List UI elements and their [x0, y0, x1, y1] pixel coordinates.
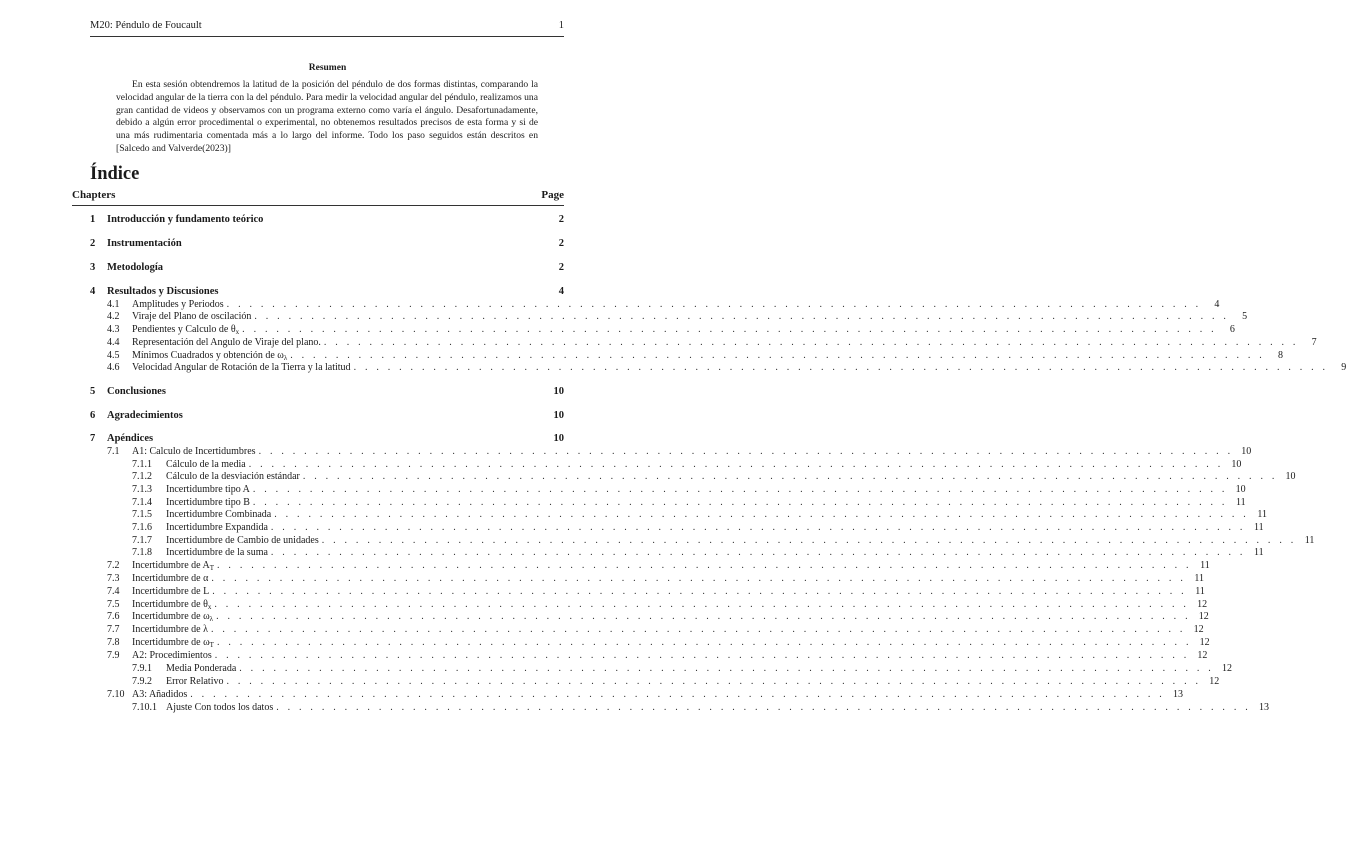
- toc-entry-page: 10: [553, 386, 564, 397]
- toc-entry-page: 12: [1198, 611, 1209, 622]
- toc-entry-page: 12: [1199, 637, 1210, 648]
- toc-entry-title-text: Incertidumbre de Cambio de unidades: [166, 535, 319, 546]
- toc-entry-number: 7.1.1: [132, 459, 152, 470]
- toc-entry-title: [132, 324, 242, 336]
- toc-entry-title-text: Incertidumbre de L: [132, 586, 210, 597]
- toc-entry-title-text: Instrumentación: [107, 238, 182, 249]
- toc-section-entry[interactable]: [90, 471, 1296, 485]
- toc-entry-page: 12: [1193, 624, 1204, 635]
- toc-chapter-entry[interactable]: [90, 386, 564, 400]
- running-header: [90, 20, 564, 31]
- toc-entry-page: 4: [1214, 299, 1220, 310]
- toc-chapter-entry[interactable]: [90, 433, 564, 447]
- toc-entry-title: [166, 535, 322, 546]
- toc-section-entry[interactable]: [90, 324, 1235, 338]
- toc-entry-title: [132, 689, 190, 700]
- toc-entry-title-text: Ajuste Con todos los datos: [166, 702, 274, 713]
- toc-entry-number: 7.9.1: [132, 663, 152, 674]
- toc-section-entry[interactable]: [90, 311, 1248, 325]
- toc-entry-title-text: Incertidumbre tipo B: [166, 497, 250, 508]
- header-title: M20: Péndulo de Foucault: [90, 20, 202, 31]
- toc-entry-title: [166, 484, 253, 495]
- toc-entry-title-text: Metodología: [107, 262, 163, 273]
- toc-entry-page: 5: [1242, 311, 1248, 322]
- toc-entry-title-text: Incertidumbre de α: [132, 573, 209, 584]
- toc-chapter-entry[interactable]: [90, 262, 564, 276]
- toc-entry-number: 1: [90, 214, 96, 225]
- toc-entry-number: 4: [90, 286, 96, 297]
- toc-entry-number: 4.4: [107, 337, 120, 348]
- toc-col-page: Page: [541, 189, 564, 201]
- toc-entry-title-text: Incertidumbre de A: [132, 560, 210, 571]
- toc-section-entry[interactable]: [90, 560, 1210, 574]
- abstract-title: Resumen: [308, 63, 347, 73]
- toc-entry-title-text: Incertidumbre de la suma: [166, 547, 268, 558]
- toc-entry-title: [107, 286, 221, 297]
- toc-entry-number: 7.3: [107, 573, 120, 584]
- toc-entry-subscript: T: [209, 564, 215, 572]
- toc-entry-page: 8: [1277, 350, 1283, 361]
- toc-entry-page: 7: [1311, 337, 1317, 348]
- toc-entry-page: 10: [1241, 446, 1252, 457]
- toc-entry-title-text: Pendientes y Calculo de θ: [132, 324, 236, 335]
- toc-section-entry[interactable]: [90, 362, 1346, 376]
- toc-dot-leader: . . . . . . . . . . . . . . . . . . . . . . . . . . . . . . . . . . . . . . . . . . . . . . . . . . . . . . . . . . . . . . . . . . . . . . . . . . . . . . . . . . . . . .: [226, 676, 1202, 687]
- toc-entry-title: [132, 624, 211, 635]
- toc-dot-leader: . . . . . . . . . . . . . . . . . . . . . . . . . . . . . . . . . . . . . . . . . . . . . . . . . . . . . . . . . . . . . . . . . . . . . . . . . . . . . . . . . . . . . .: [239, 663, 1214, 674]
- toc-entry-number: 4.5: [107, 350, 120, 361]
- toc-entry-subscript: λ: [283, 354, 288, 362]
- toc-entry-title-text: A3: Añadidos: [132, 689, 188, 700]
- toc-entry-page: 10: [1285, 471, 1296, 482]
- toc-entry-page: 12: [1209, 676, 1220, 687]
- toc-entry-title: [107, 386, 169, 397]
- toc-entry-page: 9: [1341, 362, 1346, 373]
- toc-dot-leader: . . . . . . . . . . . . . . . . . . . . . . . . . . . . . . . . . . . . . . . . . . . . . . . . . . . . . . . . . . . . . . . . . . . . . . . . . . . . . . . . . . . . . .: [248, 459, 1224, 470]
- toc-entry-title: [132, 650, 215, 661]
- toc-entry-page: 2: [558, 262, 564, 273]
- toc-entry-page: 2: [558, 214, 564, 225]
- toc-dot-leader: . . . . . . . . . . . . . . . . . . . . . . . . . . . . . . . . . . . . . . . . . . . . . . . . . . . . . . . . . . . . . . . . . . . . . . . . . . . . . . . . . . . . . .: [217, 560, 1192, 571]
- toc-entry-subscript: x: [207, 603, 212, 611]
- toc-section-entry[interactable]: [90, 663, 1232, 677]
- toc-entry-title: [132, 599, 214, 611]
- toc-entry-title: [166, 509, 274, 520]
- toc-section-entry[interactable]: [90, 547, 1264, 561]
- toc-entry-title-text: Incertidumbre de θ: [132, 599, 208, 610]
- toc-entry-number: 5: [90, 386, 96, 397]
- toc-entry-number: 7.7: [107, 624, 120, 635]
- toc-entry-number: 4.1: [107, 299, 120, 310]
- toc-entry-title-text: Cálculo de la desviación estándar: [166, 471, 300, 482]
- toc-dot-leader: . . . . . . . . . . . . . . . . . . . . . . . . . . . . . . . . . . . . . . . . . . . . . . . . . . . . . . . . . . . . . . . . . . . . . . . . . . . . . . . . . . . . . .: [210, 624, 1186, 635]
- toc-entry-page: 4: [558, 286, 564, 297]
- toc-entry-number: 7.1.7: [132, 535, 152, 546]
- toc-entry-title-text: Apéndices: [107, 433, 154, 444]
- toc-entry-title-text: Error Relativo: [166, 676, 224, 687]
- toc-dot-leader: . . . . . . . . . . . . . . . . . . . . . . . . . . . . . . . . . . . . . . . . . . . . . . . . . . . . . . . . . . . . . . . . . . . . . . . . . . . . . . . . . . . . . .: [353, 362, 1329, 373]
- toc-entry-number: 6: [90, 410, 96, 421]
- toc-dot-leader: . . . . . . . . . . . . . . . . . . . . . . . . . . . . . . . . . . . . . . . . . . . . . . . . . . . . . . . . . . . . . . . . . . . . . . . . . . . . . . . . . . . . . .: [290, 350, 1265, 361]
- toc-entry-title-text: A1: Calculo de Incertidumbres: [132, 446, 256, 457]
- toc-dot-leader: . . . . . . . . . . . . . . . . . . . . . . . . . . . . . . . . . . . . . . . . . . . . . . . . . . . . . . . . . . . . . . . . . . . . . . . . . . . . . . . . . . . . . .: [302, 471, 1278, 482]
- toc-col-chapters: Chapters: [72, 189, 116, 201]
- toc-entry-title: [132, 573, 211, 584]
- toc-section-entry[interactable]: [90, 484, 1246, 498]
- toc-column-header: [72, 189, 564, 201]
- toc-entry-title-text: Viraje del Plano de oscilación: [132, 311, 252, 322]
- toc-entry-subscript: x: [235, 328, 240, 336]
- toc-dot-leader: . . . . . . . . . . . . . . . . . . . . . . . . . . . . . . . . . . . . . . . . . . . . . . . . . . . . . . . . . . . . . . . . . . . . . . . . . . . . . . . . . . . . . .: [270, 522, 1246, 533]
- toc-section-entry[interactable]: [90, 650, 1208, 664]
- toc-entry-title-text: Conclusiones: [107, 386, 166, 397]
- toc-dot-leader: . . . . . . . . . . . . . . . . . . . . . . . . . . . . . . . . . . . . . . . . . . . . . . . . . . . . . . . . . . . . . . . . . . . . . . . . . . . . . . . . . . . . . .: [270, 547, 1246, 558]
- toc-entry-page: 13: [1172, 689, 1183, 700]
- toc-entry-title-text: Amplitudes y Periodos: [132, 299, 224, 310]
- toc-dot-leader: . . . . . . . . . . . . . . . . . . . . . . . . . . . . . . . . . . . . . . . . . . . . . . . . . . . . . . . . . . . . . . . . . . . . . . . . . . . . . . . . . . . . . .: [323, 337, 1299, 348]
- toc-entry-title-text: Introducción y fundamento teórico: [107, 214, 264, 225]
- toc-section-entry[interactable]: [90, 446, 1252, 460]
- toc-entry-number: 3: [90, 262, 96, 273]
- toc-section-entry[interactable]: [90, 586, 1205, 600]
- toc-entry-title-text: Representación del Angulo de Viraje del plano.: [132, 337, 321, 348]
- toc-dot-leader: . . . . . . . . . . . . . . . . . . . . . . . . . . . . . . . . . . . . . . . . . . . . . . . . . . . . . . . . . . . . . . . . . . . . . . . . . . . . . . . . . . . . . .: [258, 446, 1234, 457]
- toc-section-entry[interactable]: [90, 573, 1205, 587]
- toc-entry-title: [107, 433, 156, 444]
- toc-entry-page: 2: [558, 238, 564, 249]
- toc-entry-title-text: Incertidumbre tipo A: [166, 484, 250, 495]
- toc-entry-number: 4.6: [107, 362, 120, 373]
- toc-entry-title: [132, 586, 212, 597]
- toc-dot-leader: . . . . . . . . . . . . . . . . . . . . . . . . . . . . . . . . . . . . . . . . . . . . . . . . . . . . . . . . . . . . . . . . . . . . . . . . . . . . . . . . . . . . . .: [226, 299, 1202, 310]
- toc-entry-title-text: Cálculo de la media: [166, 459, 246, 470]
- toc-entry-title: [166, 497, 253, 508]
- header-page-number: 1: [558, 20, 564, 31]
- toc-entry-title-text: Incertidumbre de ω: [132, 611, 210, 622]
- toc-entry-title: [132, 637, 217, 649]
- toc-entry-title: [166, 471, 303, 482]
- toc-entry-number: 7.1.6: [132, 522, 152, 533]
- abstract-body: En esta sesión obtendremos la latitud de la posición del péndulo de dos formas distintas, comparando la velocidad angular de la tierra con la del péndulo. Para medir la velocidad angular del péndulo, realizamos una gran cantidad de videos y observamos con un programa externo como varía el ángulo. Desafortunadamente, debido a algún error procedimental o experimental, no obtenemos resultados precisos de esta forma y si de una más rudimentaria comentada más a lo largo del informe. Todo los paso seguidos están descritos en [Salcedo and Valverde(2023)]: [116, 79, 538, 154]
- toc-entry-title: [132, 611, 216, 623]
- toc-entry-page: 10: [553, 433, 564, 444]
- toc-dot-leader: . . . . . . . . . . . . . . . . . . . . . . . . . . . . . . . . . . . . . . . . . . . . . . . . . . . . . . . . . . . . . . . . . . . . . . . . . . . . . . . . . . . . . .: [216, 637, 1192, 648]
- toc-entry-page: 11: [1195, 586, 1205, 597]
- toc-section-entry[interactable]: [90, 337, 1317, 351]
- toc-entry-page: 6: [1229, 324, 1235, 335]
- toc-entry-number: 7.1.3: [132, 484, 152, 495]
- toc-dot-leader: . . . . . . . . . . . . . . . . . . . . . . . . . . . . . . . . . . . . . . . . . . . . . . . . . . . . . . . . . . . . . . . . . . . . . . . . . . . . . . . . . . . . . .: [211, 573, 1187, 584]
- toc-entry-number: 7.1.8: [132, 547, 152, 558]
- toc-entry-title: [132, 350, 290, 362]
- toc-entry-title: [132, 446, 259, 457]
- toc-entry-subscript: λ: [209, 615, 214, 623]
- toc-entry-page: 11: [1200, 560, 1210, 571]
- toc-dot-leader: . . . . . . . . . . . . . . . . . . . . . . . . . . . . . . . . . . . . . . . . . . . . . . . . . . . . . . . . . . . . . . . . . . . . . . . . . . . . . . . . . . . . . .: [242, 324, 1217, 335]
- toc-entry-page: 12: [1197, 599, 1208, 610]
- toc-section-entry[interactable]: [90, 522, 1264, 536]
- toc-entry-title: [166, 663, 239, 674]
- toc-entry-number: 7.1: [107, 446, 120, 457]
- toc-section-entry[interactable]: [90, 611, 1209, 625]
- toc-entry-number: 7.5: [107, 599, 120, 610]
- toc-entry-number: 7.1.4: [132, 497, 152, 508]
- toc-entry-title-text: Agradecimientos: [107, 410, 183, 421]
- toc-entry-title-text: Media Ponderada: [166, 663, 237, 674]
- toc-section-entry[interactable]: [90, 624, 1204, 638]
- toc-dot-leader: . . . . . . . . . . . . . . . . . . . . . . . . . . . . . . . . . . . . . . . . . . . . . . . . . . . . . . . . . . . . . . . . . . . . . . . . . . . . . . . . . . . . . .: [254, 311, 1230, 322]
- toc-entry-title: [166, 522, 271, 533]
- toc-section-entry[interactable]: [90, 689, 1183, 703]
- toc-entry-title: [132, 337, 324, 348]
- toc-entry-number: 7.4: [107, 586, 120, 597]
- toc-entry-page: 11: [1235, 497, 1246, 508]
- toc-dot-leader: . . . . . . . . . . . . . . . . . . . . . . . . . . . . . . . . . . . . . . . . . . . . . . . . . . . . . . . . . . . . . . . . . . . . . . . . . . . . . . . . . . . . . .: [274, 509, 1249, 520]
- toc-dot-leader: . . . . . . . . . . . . . . . . . . . . . . . . . . . . . . . . . . . . . . . . . . . . . . . . . . . . . . . . . . . . . . . . . . . . . . . . . . . . . . . . . . . . . .: [252, 497, 1228, 508]
- toc-entry-number: 7.8: [107, 637, 120, 648]
- toc-dot-leader: . . . . . . . . . . . . . . . . . . . . . . . . . . . . . . . . . . . . . . . . . . . . . . . . . . . . . . . . . . . . . . . . . . . . . . . . . . . . . . . . . . . . . .: [276, 702, 1251, 713]
- toc-chapter-entry[interactable]: [90, 238, 564, 252]
- toc-entry-number: 7.9.2: [132, 676, 152, 687]
- toc-entry-title: [132, 311, 254, 322]
- toc-entry-page: 12: [1197, 650, 1208, 661]
- toc-entry-number: 4.3: [107, 324, 120, 335]
- toc-entry-title-text: Incertidumbre Expandida: [166, 522, 268, 533]
- toc-dot-leader: . . . . . . . . . . . . . . . . . . . . . . . . . . . . . . . . . . . . . . . . . . . . . . . . . . . . . . . . . . . . . . . . . . . . . . . . . . . . . . . . . . . . . .: [252, 484, 1228, 495]
- toc-entry-number: 7.9: [107, 650, 120, 661]
- toc-dot-leader: . . . . . . . . . . . . . . . . . . . . . . . . . . . . . . . . . . . . . . . . . . . . . . . . . . . . . . . . . . . . . . . . . . . . . . . . . . . . . . . . . . . . . .: [214, 650, 1190, 661]
- toc-dot-leader: . . . . . . . . . . . . . . . . . . . . . . . . . . . . . . . . . . . . . . . . . . . . . . . . . . . . . . . . . . . . . . . . . . . . . . . . . . . . . . . . . . . . . .: [321, 535, 1297, 546]
- toc-entry-title: [107, 238, 185, 249]
- toc-chapter-entry[interactable]: [90, 286, 564, 300]
- toc-entry-page: 10: [553, 410, 564, 421]
- toc-entry-title-text: Incertidumbre Combinada: [166, 509, 272, 520]
- toc-entry-title: [132, 560, 217, 572]
- toc-entry-number: 7.1.2: [132, 471, 152, 482]
- toc-title: Índice: [90, 164, 140, 184]
- toc-entry-title: [166, 702, 276, 713]
- toc-entry-title: [166, 547, 271, 558]
- toc-entry-title-text: A2: Procedimientos: [132, 650, 212, 661]
- toc-entry-page: 11: [1253, 522, 1264, 533]
- toc-chapter-entry[interactable]: [90, 214, 564, 228]
- toc-entry-number: 7.10: [107, 689, 125, 700]
- toc-dot-leader: . . . . . . . . . . . . . . . . . . . . . . . . . . . . . . . . . . . . . . . . . . . . . . . . . . . . . . . . . . . . . . . . . . . . . . . . . . . . . . . . . . . . . .: [190, 689, 1165, 700]
- toc-entry-title: [107, 262, 166, 273]
- toc-section-entry[interactable]: [90, 676, 1220, 690]
- toc-entry-title-text: Incertidumbre de λ: [132, 624, 208, 635]
- toc-entry-page: 10: [1235, 484, 1246, 495]
- toc-entry-title: [166, 459, 249, 470]
- toc-section-entry[interactable]: [90, 637, 1210, 651]
- toc-chapter-entry[interactable]: [90, 410, 564, 424]
- toc-entry-title-text: Resultados y Discusiones: [107, 286, 219, 297]
- toc-dot-leader: . . . . . . . . . . . . . . . . . . . . . . . . . . . . . . . . . . . . . . . . . . . . . . . . . . . . . . . . . . . . . . . . . . . . . . . . . . . . . . . . . . . . . .: [214, 599, 1190, 610]
- header-rule: [90, 36, 564, 37]
- toc-entry-title: [132, 299, 227, 310]
- toc-entry-title: [107, 214, 266, 225]
- toc-entry-title: [107, 410, 186, 421]
- toc-dot-leader: . . . . . . . . . . . . . . . . . . . . . . . . . . . . . . . . . . . . . . . . . . . . . . . . . . . . . . . . . . . . . . . . . . . . . . . . . . . . . . . . . . . . . .: [216, 611, 1191, 622]
- toc-entry-page: 10: [1231, 459, 1242, 470]
- toc-entry-number: 4.2: [107, 311, 120, 322]
- toc-entry-number: 2: [90, 238, 96, 249]
- toc-entry-number: 7.10.1: [132, 702, 157, 713]
- toc-entry-number: 7.1.5: [132, 509, 152, 520]
- toc-entry-number: 7.2: [107, 560, 120, 571]
- toc-entry-page: 13: [1258, 702, 1269, 713]
- toc-entry-page: 11: [1253, 547, 1264, 558]
- toc-entry-number: 7: [90, 433, 96, 444]
- toc-entry-subscript: T: [209, 641, 214, 649]
- toc-entry-title: [132, 362, 354, 373]
- toc-entry-page: 11: [1304, 535, 1315, 546]
- toc-entry-title-text: Mínimos Cuadrados y obtención de ω: [132, 350, 284, 361]
- toc-dot-leader: . . . . . . . . . . . . . . . . . . . . . . . . . . . . . . . . . . . . . . . . . . . . . . . . . . . . . . . . . . . . . . . . . . . . . . . . . . . . . . . . . . . . . .: [212, 586, 1187, 597]
- toc-entry-title: [166, 676, 226, 687]
- toc-entry-page: 12: [1221, 663, 1232, 674]
- toc-entry-page: 11: [1194, 573, 1205, 584]
- toc-entry-number: 7.6: [107, 611, 120, 622]
- toc-entry-title-text: Incertidumbre de ω: [132, 637, 210, 648]
- toc-section-entry[interactable]: [90, 509, 1267, 523]
- toc-section-entry[interactable]: [90, 702, 1269, 716]
- toc-column-rule: [72, 205, 564, 206]
- toc-entry-page: 11: [1257, 509, 1267, 520]
- toc-entry-title-text: Velocidad Angular de Rotación de la Tierra y la latitud: [132, 362, 351, 373]
